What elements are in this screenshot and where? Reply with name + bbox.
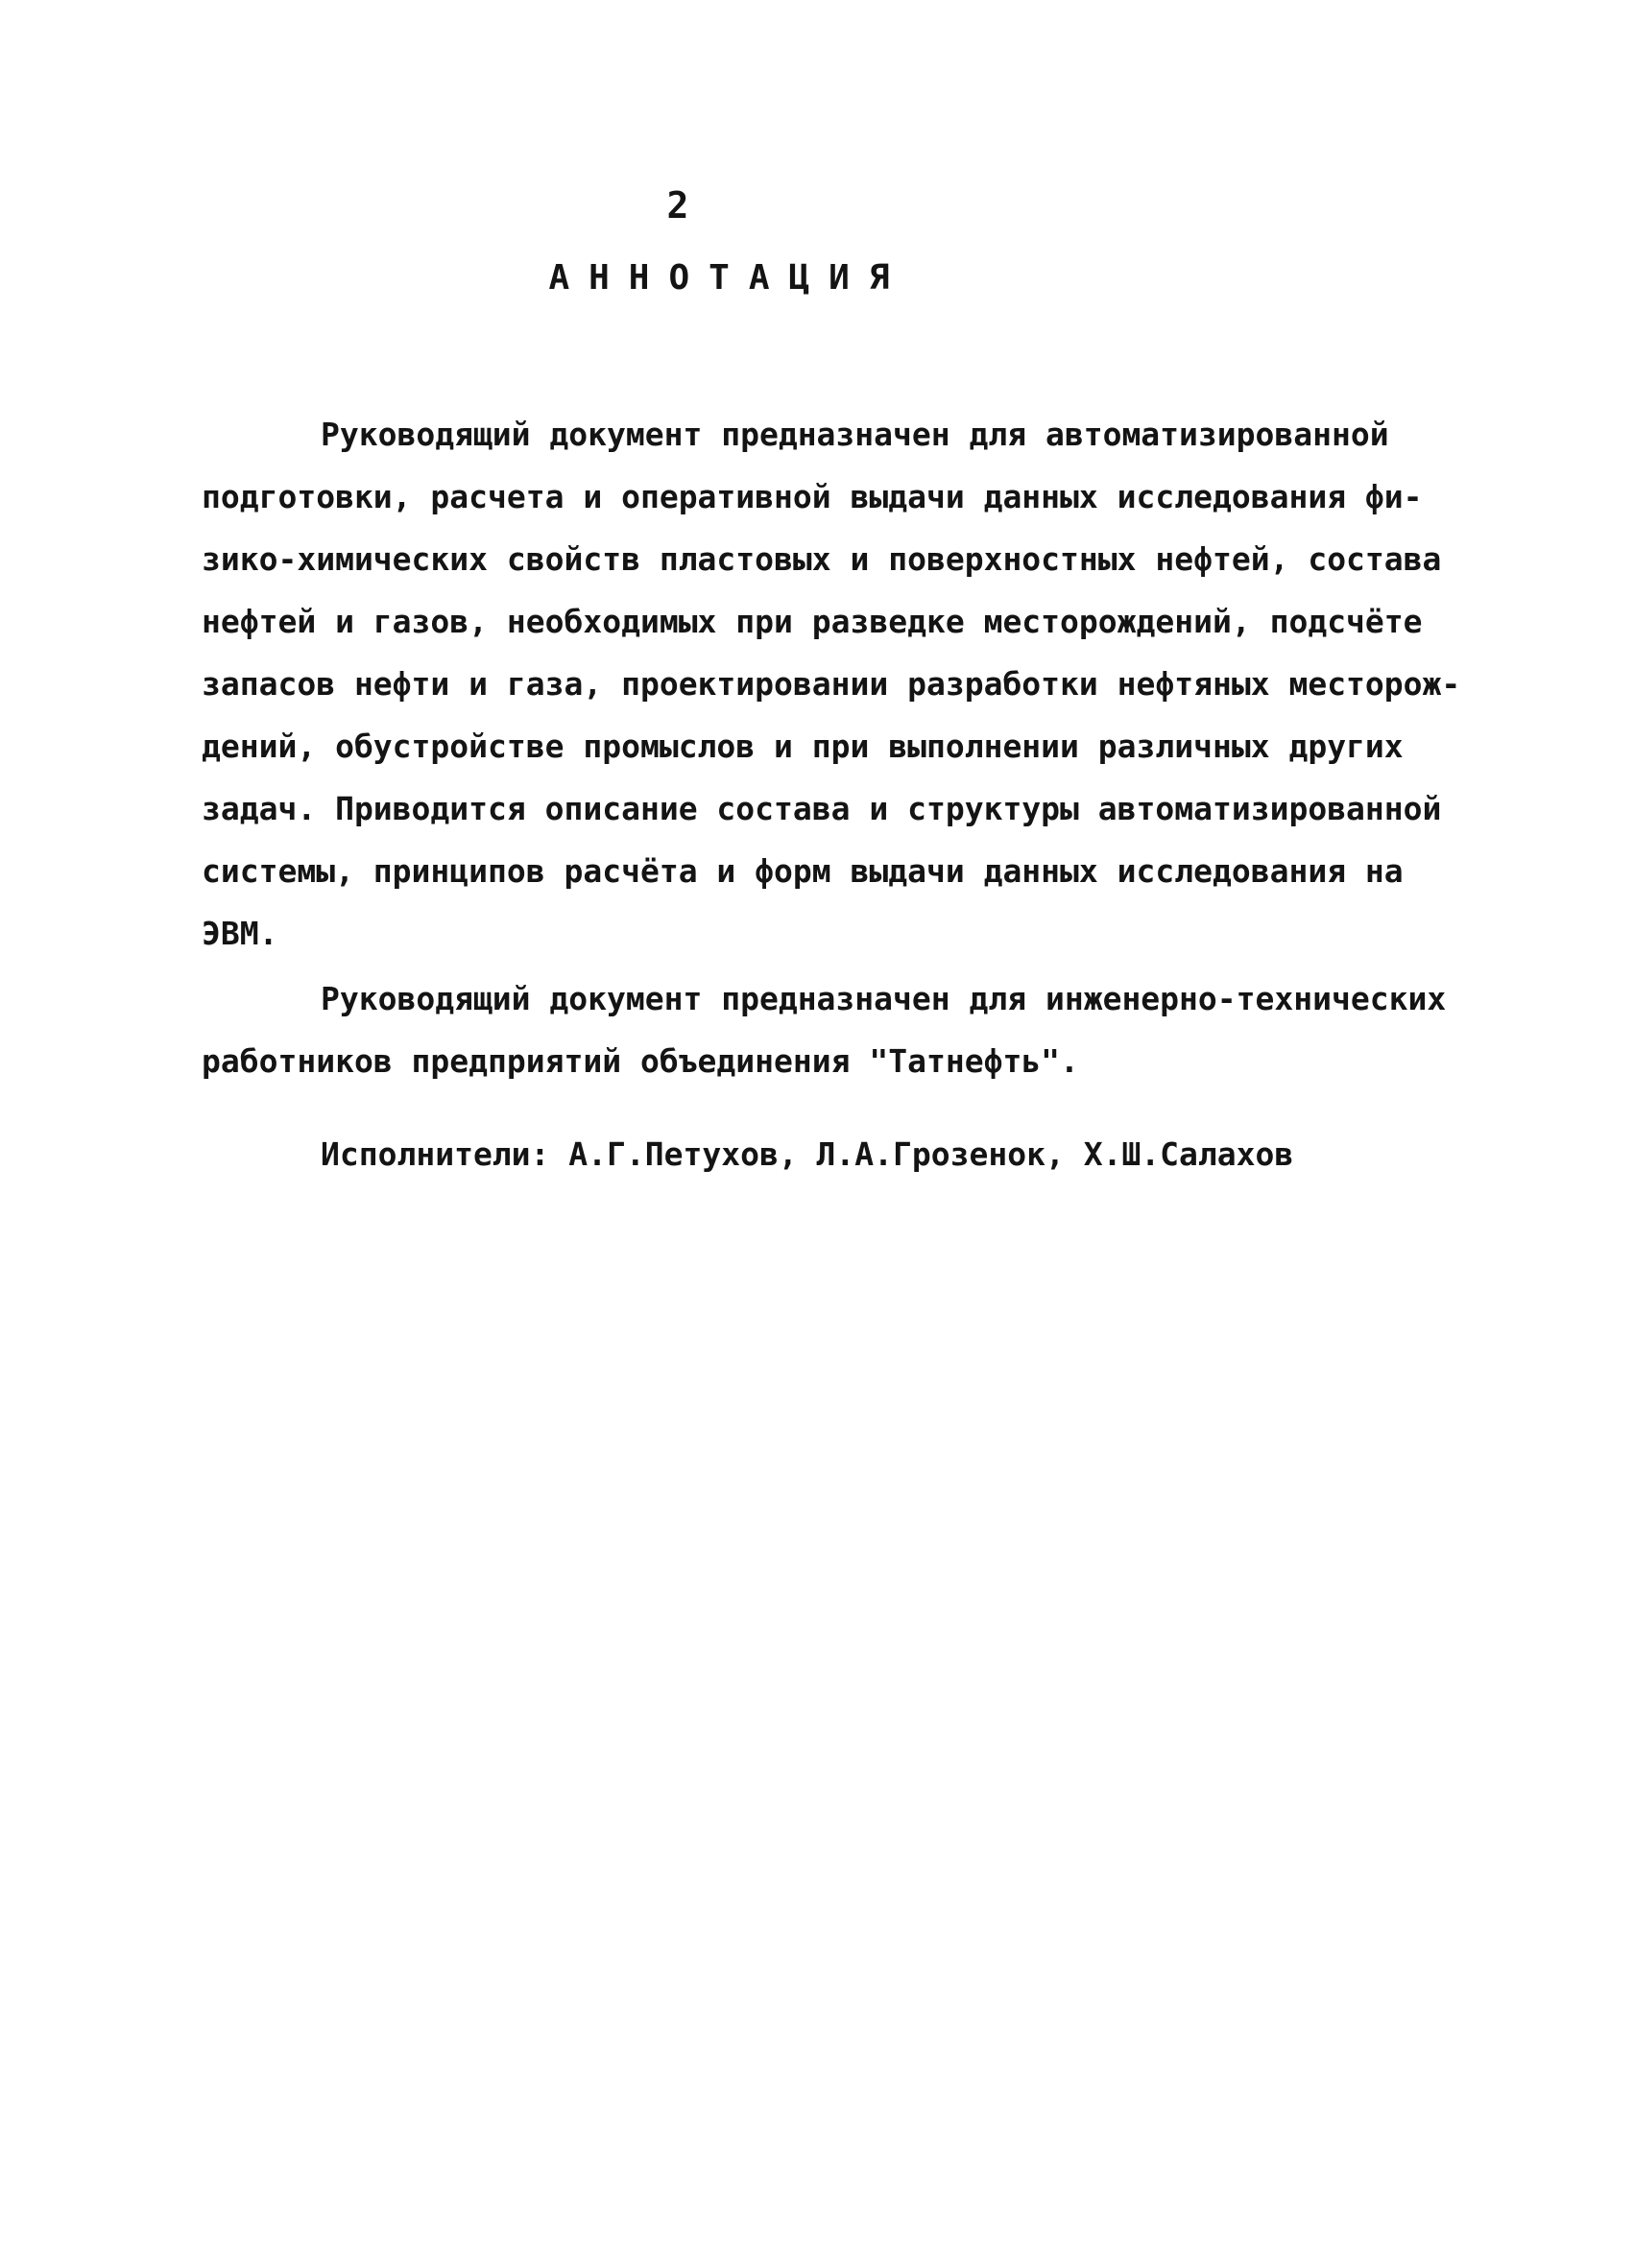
text-line: нефтей и газов, необходимых при разведке месторождений, подсчёте [202,603,1423,640]
text-line: запасов нефти и газа, проектировании разработки нефтяных месторож- [202,665,1461,703]
text-line: дений, обустройстве промыслов и при выполнении различных других [202,728,1404,765]
annotation-paragraph-purpose [202,403,1463,965]
text-line: работников предприятий объединения "Татнефть". [202,1042,1079,1080]
text-line: подготовки, расчета и оперативной выдачи данных исследования фи- [202,478,1423,515]
text-line: ЭВМ. [202,915,278,952]
text-line: Руководящий документ предназначен для инженерно-технических [321,980,1447,1017]
executors-line: Исполнители: А.Г.Петухов, Л.А.Грозенок, Х.Ш.Салахов [321,1135,1294,1173]
text-line: системы, принципов расчёта и форм выдачи данных исследования на [202,852,1404,890]
page-title: АННОТАЦИЯ [548,258,909,298]
text-line: задач. Приводится описание состава и структуры автоматизированной [202,790,1442,827]
page-number: 2 [666,184,689,227]
text-line: Руководящий документ предназначен для автоматизированной [321,416,1389,453]
text-line: зико-химических свойств пластовых и поверхностных нефтей, состава [202,540,1442,578]
annotation-paragraph-audience [202,967,1463,1092]
